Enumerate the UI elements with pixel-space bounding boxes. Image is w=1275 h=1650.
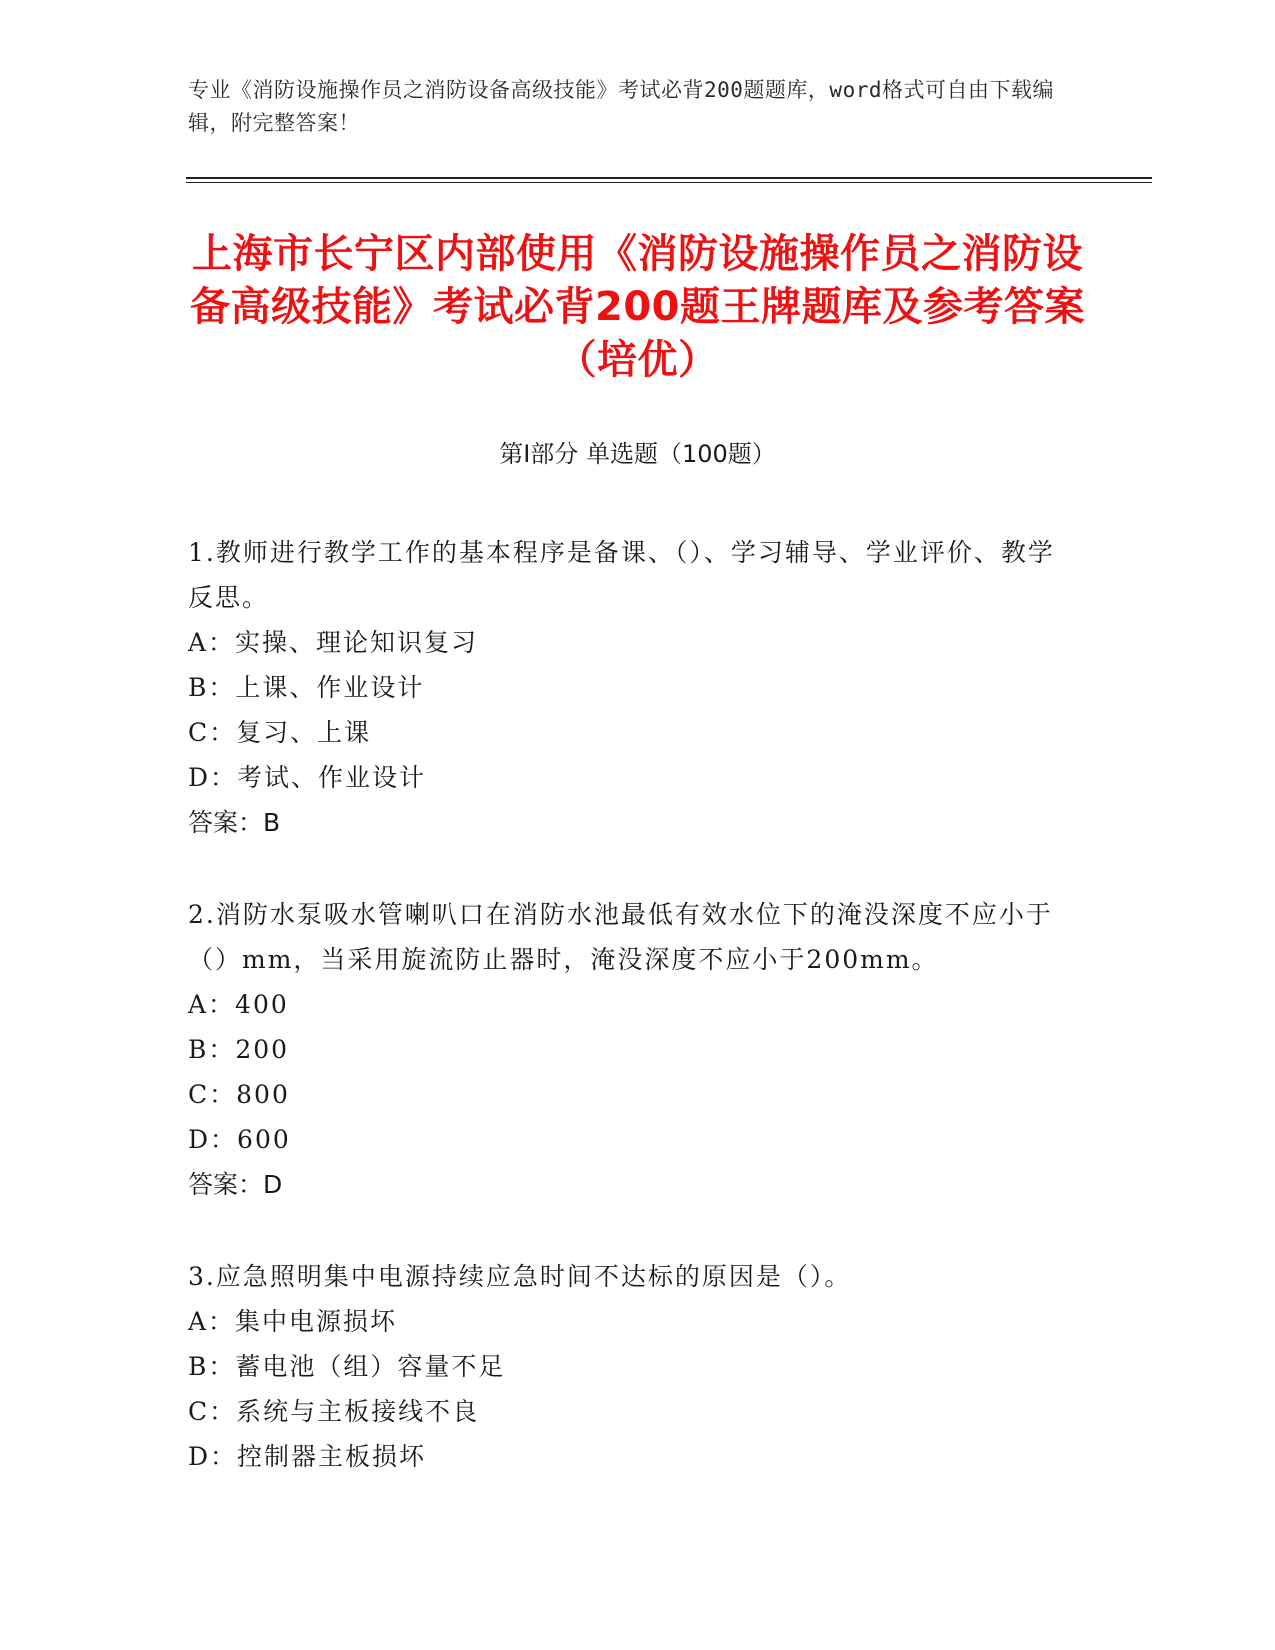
question-2 [188, 892, 1078, 1207]
header-note: 专业《消防设施操作员之消防设备高级技能》考试必背200题题库，word格式可自由下载编辑，附完整答案！ [188, 78, 1054, 135]
option-c: C：800 [188, 1080, 290, 1109]
question-list [188, 530, 1078, 1479]
question-stem: 1.教师进行教学工作的基本程序是备课、（）、学习辅导、学业评价、教学反思。 [188, 538, 1055, 612]
section-title: 第Ⅰ部分 单选题（100题） [499, 440, 776, 468]
question-spacer [188, 1207, 1078, 1254]
option-d: D：600 [188, 1125, 291, 1154]
answer: 答案：D [188, 1170, 283, 1199]
option-c: C：系统与主板接线不良 [188, 1397, 480, 1426]
option-a: A：400 [188, 990, 289, 1019]
question-stem: 3.应急照明集中电源持续应急时间不达标的原因是（）。 [188, 1262, 852, 1291]
header-rule-thin [186, 182, 1152, 183]
option-d: D：考试、作业设计 [188, 763, 427, 792]
question-3 [188, 1254, 1078, 1479]
header-rule-thick [186, 177, 1152, 179]
option-a: A：集中电源损坏 [188, 1307, 398, 1336]
option-c: C：复习、上课 [188, 718, 372, 747]
option-b: B：上课、作业设计 [188, 673, 425, 702]
question-spacer [188, 845, 1078, 892]
option-b: B：200 [188, 1035, 290, 1064]
option-b: B：蓄电池（组）容量不足 [188, 1352, 506, 1381]
document-title: 上海市长宁区内部使用《消防设施操作员之消防设备高级技能》考试必背200题王牌题库及参考答案（培优） [190, 231, 1085, 383]
answer: 答案：B [188, 808, 281, 837]
question-stem: 2.消防水泵吸水管喇叭口在消防水池最低有效水位下的淹没深度不应小于（）mm，当采用旋流防止器时，淹没深度不应小于200mm。 [188, 900, 1053, 974]
option-d: D：控制器主板损坏 [188, 1442, 427, 1471]
question-1 [188, 530, 1078, 845]
option-a: A：实操、理论知识复习 [188, 628, 479, 657]
